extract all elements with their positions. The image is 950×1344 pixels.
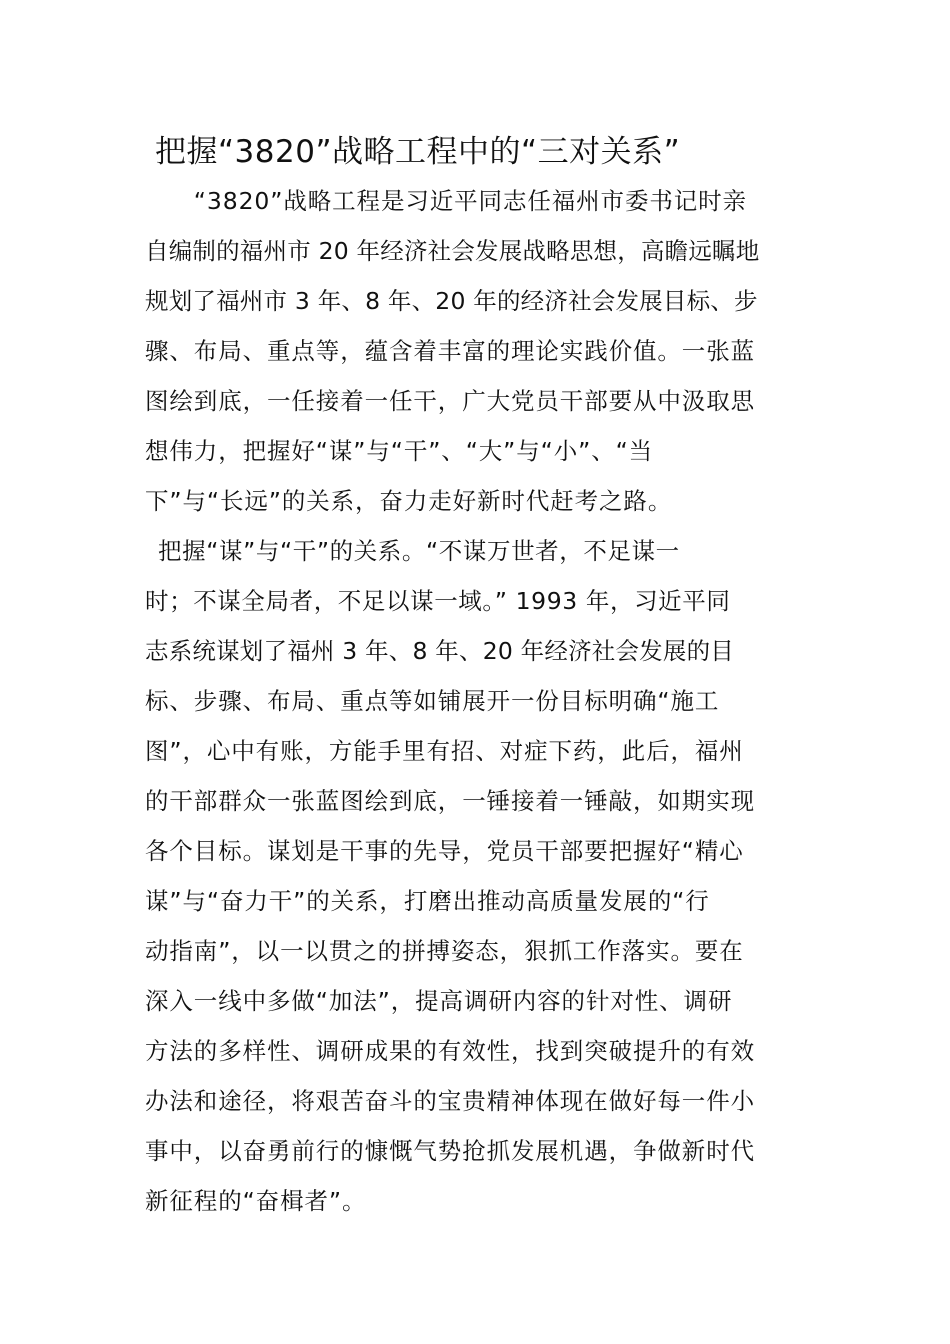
paragraph-line: 谋”与“奋力干”的关系，打磨出推动高质量发展的“行: [145, 887, 710, 915]
paragraph-line: 事中，以奋勇前行的慷慨气势抢抓发展机遇，争做新时代: [145, 1137, 755, 1165]
paragraph-line: “3820”战略工程是习近平同志任福州市委书记时亲: [145, 187, 747, 215]
paragraph-line: 动指南”，以一以贯之的拼搏姿态，狠抓工作落实。要在: [145, 937, 744, 965]
paragraph-line: 新征程的“奋楫者”。: [145, 1187, 367, 1215]
document-title: 把握“3820”战略工程中的“三对关系”: [155, 134, 681, 170]
paragraph-line: 志系统谋划了福州 3 年、8 年、20 年经济社会发展的目: [145, 637, 734, 665]
paragraph-line: 办法和途径，将艰苦奋斗的宝贵精神体现在做好每一件小: [145, 1087, 755, 1115]
paragraph-line: 深入一线中多做“加法”，提高调研内容的针对性、调研: [145, 987, 733, 1015]
paragraph-line: 标、步骤、布局、重点等如铺展开一份目标明确“施工: [145, 687, 720, 715]
paragraph-line: 各个目标。谋划是干事的先导，党员干部要把握好“精心: [145, 837, 744, 865]
paragraph-line: 把握“谋”与“干”的关系。“不谋万世者，不足谋一: [158, 537, 680, 565]
paragraph-line: 时；不谋全局者，不足以谋一域。” 1993 年，习近平同: [145, 587, 731, 615]
paragraph-line: 图绘到底，一任接着一任干，广大党员干部要从中汲取思: [145, 387, 755, 415]
paragraph-line: 方法的多样性、调研成果的有效性，找到突破提升的有效: [145, 1037, 755, 1065]
paragraph-line: 想伟力，把握好“谋”与“干”、“大”与“小”、“当: [145, 437, 654, 465]
paragraph-line: 自编制的福州市 20 年经济社会发展战略思想，高瞻远瞩地: [145, 237, 760, 265]
paragraph-line: 规划了福州市 3 年、8 年、20 年的经济社会发展目标、步: [145, 287, 758, 315]
paragraph-line: 下”与“长远”的关系，奋力走好新时代赶考之路。: [145, 487, 673, 515]
paragraph-line: 骤、布局、重点等，蕴含着丰富的理论实践价值。一张蓝: [145, 337, 755, 365]
paragraph-line: 的干部群众一张蓝图绘到底，一锤接着一锤敲，如期实现: [145, 787, 755, 815]
paragraph-line: 图”，心中有账，方能手里有招、对症下药，此后，福州: [145, 737, 744, 765]
